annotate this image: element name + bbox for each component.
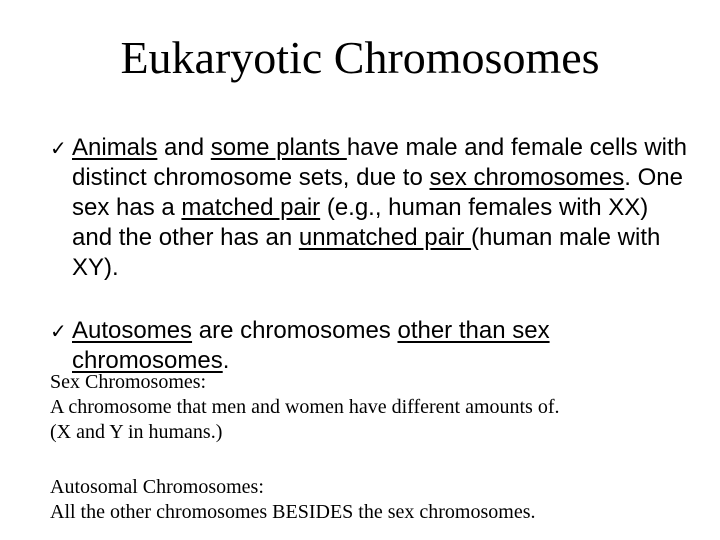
note-line: All the other chromosomes BESIDES the sex chromosomes. — [50, 501, 536, 523]
underlined-term: matched pair — [181, 194, 321, 221]
note-heading: Sex Chromosomes: — [50, 371, 207, 393]
note-line: A chromosome that men and women have different amounts of. — [50, 396, 560, 418]
underlined-term: some plants — [210, 134, 347, 161]
check-icon: ✓ — [50, 136, 67, 160]
bullet-text-run: (human male with XY). — [72, 224, 661, 281]
bullet-sex-chromosomes — [50, 133, 690, 283]
autosomal-chromosomes-note — [50, 475, 700, 525]
note-line: (X and Y in humans.) — [50, 421, 223, 443]
bullet-text-run: are chromosomes — [192, 317, 398, 344]
note-heading: Autosomal Chromosomes: — [50, 476, 264, 498]
bullet-autosomes — [50, 316, 690, 376]
bullet-text — [72, 133, 690, 283]
bullet-text — [72, 316, 690, 376]
underlined-term: Autosomes — [72, 317, 193, 344]
slide-title: Eukaryotic Chromosomes — [120, 32, 600, 83]
underlined-term: Animals — [72, 134, 158, 161]
bullet-text-run: . — [222, 347, 230, 374]
underlined-term: unmatched pair — [298, 224, 471, 251]
bullet-text-run: and — [157, 134, 211, 161]
underlined-term: sex chromosomes — [429, 164, 625, 191]
sex-chromosomes-note — [50, 370, 700, 445]
check-icon: ✓ — [50, 319, 67, 343]
bullet-text-run: (e.g., human females with XX) and the other has an — [72, 194, 649, 251]
underlined-term: other than sex chromosomes — [72, 317, 550, 374]
bullet-text-run: . One sex has a — [72, 164, 683, 221]
bullet-text-run: have male and female cells with distinct chromosome sets, due to — [72, 134, 687, 191]
